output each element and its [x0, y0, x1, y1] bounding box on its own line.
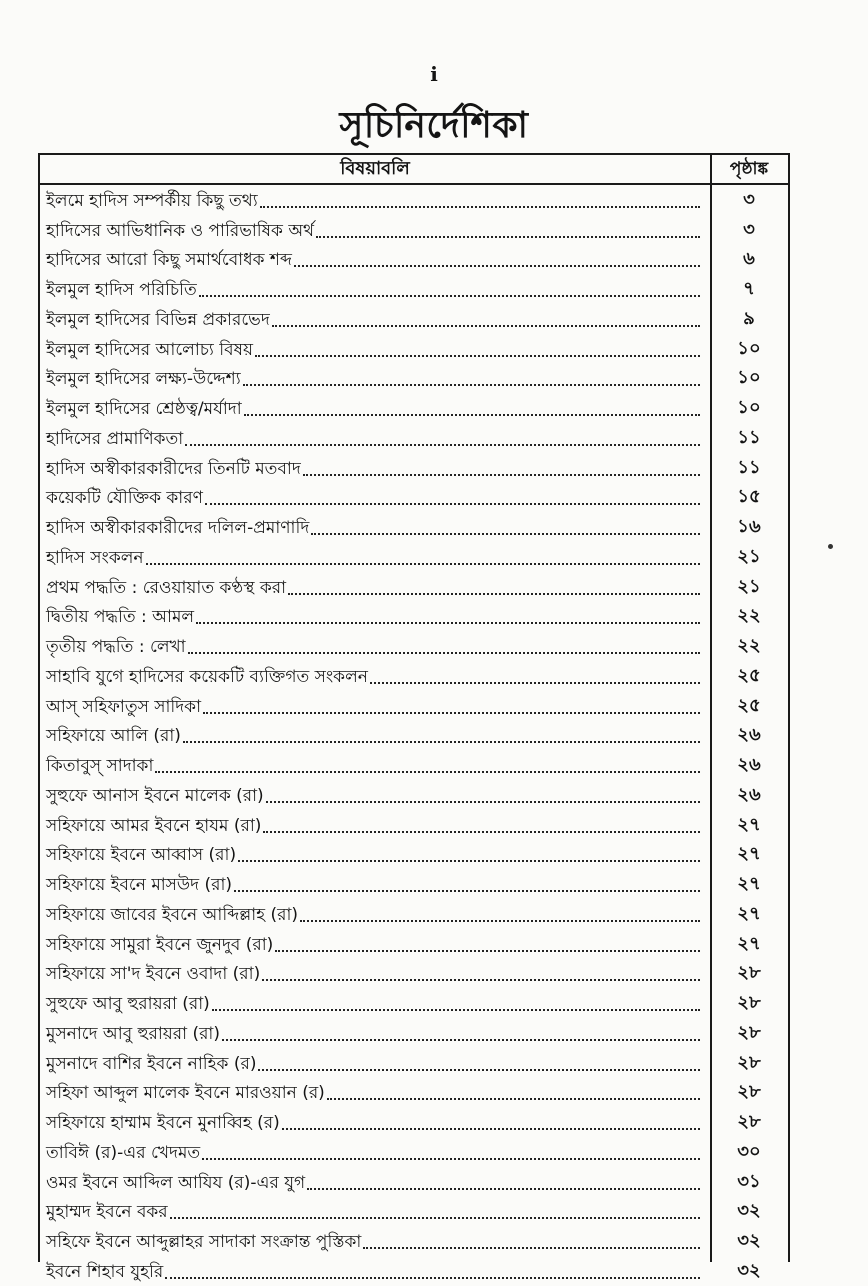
- toc-entry-topic: সহিফায়ে সা'দ ইবনে ওবাদা (রা): [46, 964, 261, 985]
- toc-entry: [40, 274, 788, 304]
- toc-entry-page: ২৬: [737, 724, 761, 746]
- toc-entry-page: ২৫: [737, 694, 761, 716]
- toc-entry-page: ১১: [737, 456, 761, 478]
- toc-entry-topic: ইলমুল হাদিসের শ্রেষ্ঠত্ব/মর্যাদা: [46, 399, 242, 419]
- toc-entry-topic-cell: [40, 393, 710, 423]
- dot-leader: [263, 831, 700, 833]
- toc-entry-topic: মুসনাদে আবু হুরায়রা (রা): [46, 1023, 220, 1044]
- toc-entry-topic-cell: [40, 929, 710, 959]
- toc-entry-topic: সহিফায়ে আলি (রা): [46, 726, 181, 747]
- toc-entry-topic: সহিফা আব্দুল মালেক ইবনে মারওয়ান (র): [46, 1083, 325, 1104]
- toc-entry-page: ২৮: [737, 1111, 761, 1133]
- toc-entry: [40, 393, 788, 423]
- dot-leader: [238, 860, 700, 862]
- dot-leader: [183, 741, 700, 743]
- toc-entry: [40, 1048, 788, 1078]
- toc-entry-topic-cell: [40, 483, 710, 513]
- dot-leader: [300, 920, 700, 922]
- toc-entry-topic: প্রথম পদ্ধতি : রেওয়ায়াত কণ্ঠস্থ করা: [46, 577, 287, 598]
- toc-entry: [40, 1167, 788, 1197]
- dot-leader: [212, 1009, 700, 1011]
- toc-entry-page: ৩০: [737, 1140, 761, 1162]
- dot-leader: [316, 236, 700, 238]
- toc-entry-page: ১০: [737, 337, 761, 359]
- toc-entry-page: ২৬: [737, 754, 761, 776]
- toc-entry: [40, 1018, 788, 1048]
- dot-leader: [202, 1158, 700, 1160]
- toc-entry-topic-cell: [40, 602, 710, 632]
- toc-entry: [40, 542, 788, 572]
- toc-entry: [40, 929, 788, 959]
- toc-entry-topic-cell: [40, 512, 710, 542]
- toc-entry: [40, 1137, 788, 1167]
- toc-entry-topic: সহিফে ইবনে আব্দুল্লাহর সাদাকা সংক্রান্ত পুস্তিকা: [46, 1232, 362, 1252]
- dot-leader: [307, 1188, 700, 1190]
- toc-entry-topic-cell: [40, 780, 710, 810]
- toc-entry-topic-cell: [40, 215, 710, 245]
- toc-entry-topic-cell: [40, 364, 710, 394]
- dot-leader: [363, 1247, 700, 1249]
- toc-entry-page: ২৮: [737, 992, 761, 1014]
- dot-leader: [165, 1277, 700, 1279]
- toc-entry-page: ১০: [737, 367, 761, 389]
- toc-entry: [40, 631, 788, 661]
- toc-entry-topic: তৃতীয় পদ্ধতি : লেখা: [46, 637, 186, 657]
- toc-entry: [40, 1197, 788, 1227]
- toc-entry-topic: হাদিস সংকলন: [46, 547, 144, 568]
- dot-leader: [262, 979, 700, 981]
- toc-entry-page: ২৮: [737, 1021, 761, 1043]
- dot-leader: [205, 503, 700, 505]
- toc-entry-topic-cell: [40, 1226, 710, 1256]
- toc-entry-topic-cell: [40, 453, 710, 483]
- dot-leader: [258, 1069, 700, 1071]
- toc-entry: [40, 691, 788, 721]
- toc-entry-topic: ইলমুল হাদিসের বিভিন্ন প্রকারভেদ: [46, 309, 270, 330]
- dot-leader: [185, 444, 700, 446]
- toc-entry-topic-cell: [40, 334, 710, 364]
- toc-entry: [40, 364, 788, 394]
- toc-entry-topic-cell: [40, 631, 710, 661]
- toc-entry-topic-cell: [40, 840, 710, 870]
- toc-entry-topic-cell: [40, 572, 710, 602]
- toc-entry-topic-cell: [40, 185, 710, 215]
- toc-entry-page: ৩: [743, 188, 755, 210]
- table-header: [40, 155, 788, 185]
- toc-entry-page: ২১: [737, 545, 761, 567]
- toc-entry-topic: ইবনে শিহাব যুহরি: [46, 1261, 164, 1282]
- dot-leader: [260, 206, 700, 208]
- dot-leader: [203, 712, 700, 714]
- toc-entry: [40, 1226, 788, 1256]
- toc-entry-topic: সহিফায়ে ইবনে আব্বাস (রা): [46, 845, 237, 866]
- toc-entry-page: ২৫: [737, 664, 761, 686]
- toc-entry-page: ২৮: [737, 1051, 761, 1073]
- dot-leader: [327, 1098, 700, 1100]
- toc-entry-topic: মুহাম্মদ ইবনে বকর: [46, 1202, 168, 1223]
- toc-entry-topic-cell: [40, 691, 710, 721]
- toc-entry-page: ৩১: [737, 1170, 761, 1192]
- toc-entry-topic: হাদিসের আরো কিছু সমার্থবোধক শব্দ: [46, 250, 292, 271]
- dot-leader: [370, 682, 700, 684]
- toc-entry-topic: সহিফায়ে ইবনে মাসউদ (রা): [46, 875, 233, 895]
- dot-leader: [155, 771, 700, 773]
- header-page: পৃষ্ঠাঙ্ক: [729, 159, 769, 179]
- toc-entry: [40, 304, 788, 334]
- toc-entry: [40, 988, 788, 1018]
- toc-rows: [40, 185, 788, 1286]
- toc-entry-topic: তাবিঈ (র)-এর খেদমত: [46, 1142, 201, 1163]
- toc-entry: [40, 572, 788, 602]
- toc-entry-page: ১৫: [737, 486, 761, 508]
- toc-entry-topic-cell: [40, 304, 710, 334]
- dot-leader: [311, 533, 700, 535]
- toc-entry: [40, 1107, 788, 1137]
- toc-entry-topic: হাদিসের আভিধানিক ও পারিভাষিক অর্থ: [46, 220, 315, 241]
- toc-entry: [40, 512, 788, 542]
- toc-entry-page: ২৮: [737, 1081, 761, 1103]
- toc-entry-topic-cell: [40, 423, 710, 453]
- toc-entry-topic: আস্ সহিফাতুস সাদিকা: [46, 696, 202, 717]
- toc-entry-page: ২১: [737, 575, 761, 597]
- toc-entry-page: ৩২: [737, 1200, 761, 1222]
- toc-entry: [40, 483, 788, 513]
- toc-entry-topic: কয়েকটি যৌক্তিক কারণ: [46, 488, 203, 509]
- toc-entry: [40, 750, 788, 780]
- toc-entry-page: ৩: [743, 218, 755, 240]
- toc-entry-topic: দ্বিতীয় পদ্ধতি : আমল: [46, 607, 195, 628]
- toc-entry: [40, 840, 788, 870]
- toc-entry-topic-cell: [40, 1197, 710, 1227]
- toc-entry-page: ২২: [737, 605, 761, 627]
- toc-entry: [40, 899, 788, 929]
- toc-entry: [40, 453, 788, 483]
- toc-entry-topic-cell: [40, 542, 710, 572]
- dot-leader: [282, 1128, 700, 1130]
- toc-entry-topic-cell: [40, 661, 710, 691]
- dot-leader: [170, 1217, 700, 1219]
- header-topic: বিষয়াবলি: [340, 158, 410, 179]
- toc-entry-topic-cell: [40, 245, 710, 275]
- toc-entry-page: ২৭: [737, 902, 761, 924]
- toc-entry-topic-cell: [40, 1078, 710, 1108]
- toc-entry-page: ৩২: [737, 1230, 761, 1252]
- toc-entry-topic: সাহাবি যুগে হাদিসের কয়েকটি ব্যক্তিগত সংকলন: [46, 666, 368, 687]
- toc-entry-topic: ইলমে হাদিস সম্পর্কীয় কিছু তথ্য: [46, 190, 258, 211]
- toc-entry-page: ১৬: [737, 516, 761, 538]
- toc-entry-topic-cell: [40, 810, 710, 840]
- toc-entry-topic: ইলমুল হাদিসের লক্ষ্য-উদ্দেশ্য: [46, 369, 241, 390]
- toc-entry-page: ১১: [737, 426, 761, 448]
- toc-entry-page: ২২: [737, 635, 761, 657]
- toc-entry-page: ৬: [743, 248, 755, 270]
- toc-entry-page: ২৭: [737, 873, 761, 895]
- toc-entry-topic: সহিফায়ে হাম্মাম ইবনে মুনাব্বিহ (র): [46, 1113, 280, 1133]
- toc-entry: [40, 780, 788, 810]
- ink-speck: [828, 544, 833, 549]
- toc-entry: [40, 423, 788, 453]
- dot-leader: [294, 265, 700, 267]
- toc-entry-topic-cell: [40, 721, 710, 751]
- toc-entry-topic-cell: [40, 869, 710, 899]
- toc-entry: [40, 959, 788, 989]
- toc-entry-topic: সহিফায়ে জাবের ইবনে আব্দিল্লাহ (রা): [46, 904, 299, 925]
- toc-entry-topic: ইলমুল হাদিসের আলোচ্য বিষয়: [46, 339, 253, 360]
- toc-entry-topic-cell: [40, 959, 710, 989]
- toc-entry-topic: ওমর ইবনে আব্দিল আযিয (র)-এর যুগ: [46, 1172, 306, 1193]
- toc-entry: [40, 185, 788, 215]
- toc-entry-page: ৩২: [737, 1259, 761, 1281]
- dot-leader: [266, 801, 700, 803]
- dot-leader: [222, 1039, 700, 1041]
- toc-entry-page: ২৬: [737, 783, 761, 805]
- dot-leader: [255, 355, 700, 357]
- dot-leader: [303, 474, 700, 476]
- toc-entry-topic: মুসনাদে বাশির ইবনে নাহিক (র): [46, 1053, 257, 1074]
- dot-leader: [199, 295, 700, 297]
- dot-leader: [188, 652, 700, 654]
- toc-entry-topic: হাদিস অস্বীকারকারীদের দলিল-প্রমাণাদি: [46, 518, 310, 538]
- toc-entry: [40, 869, 788, 899]
- toc-entry-topic: সুহুফে আবু হুরায়রা (রা): [46, 994, 210, 1014]
- toc-entry: [40, 334, 788, 364]
- toc-entry-topic: সহিফায়ে সামুরা ইবনে জুনদুব (রা): [46, 934, 274, 955]
- toc-entry-topic-cell: [40, 1018, 710, 1048]
- toc-entry-page: ৯: [743, 307, 755, 329]
- toc-entry-page: ২৭: [737, 932, 761, 954]
- toc-entry-page: ২৭: [737, 813, 761, 835]
- toc-entry-topic-cell: [40, 750, 710, 780]
- toc-entry: [40, 810, 788, 840]
- toc-entry: [40, 1078, 788, 1108]
- toc-entry-topic: কিতাবুস্ সাদাকা: [46, 756, 154, 776]
- toc-entry: [40, 245, 788, 275]
- dot-leader: [243, 384, 700, 386]
- dot-leader: [196, 622, 700, 624]
- dot-leader: [244, 414, 700, 416]
- toc-entry-topic-cell: [40, 1137, 710, 1167]
- toc-entry: [40, 661, 788, 691]
- toc-entry-page: ২৭: [737, 843, 761, 865]
- toc-entry-topic-cell: [40, 988, 710, 1018]
- page-title: সূচিনির্দেশিকা: [339, 105, 529, 146]
- page-number: i: [430, 62, 438, 86]
- toc-entry-topic: হাদিস অস্বীকারকারীদের তিনটি মতবাদ: [46, 458, 301, 479]
- toc-entry-topic: হাদিসের প্রামাণিকতা: [46, 428, 184, 449]
- toc-entry-topic-cell: [40, 274, 710, 304]
- toc-entry: [40, 602, 788, 632]
- toc-entry: [40, 1256, 788, 1286]
- toc-entry-topic: ইলমুল হাদিস পরিচিতি: [46, 280, 197, 300]
- toc-entry: [40, 215, 788, 245]
- toc-entry-topic-cell: [40, 899, 710, 929]
- dot-leader: [288, 593, 700, 595]
- dot-leader: [234, 890, 700, 892]
- toc-table: [38, 153, 790, 1282]
- toc-entry-page: ৭: [743, 278, 755, 300]
- toc-entry-topic-cell: [40, 1167, 710, 1197]
- toc-entry-topic-cell: [40, 1048, 710, 1078]
- toc-entry-page: ২৮: [737, 962, 761, 984]
- toc-entry: [40, 721, 788, 751]
- toc-entry-topic-cell: [40, 1107, 710, 1137]
- toc-entry-page: ১০: [737, 397, 761, 419]
- toc-entry-topic: সহিফায়ে আমর ইবনে হাযম (রা): [46, 815, 262, 836]
- dot-leader: [272, 325, 700, 327]
- dot-leader: [275, 950, 700, 952]
- dot-leader: [146, 563, 700, 565]
- toc-entry-topic-cell: [40, 1256, 710, 1286]
- toc-entry-topic: সুহুফে আনাস ইবনে মালেক (রা): [46, 785, 264, 806]
